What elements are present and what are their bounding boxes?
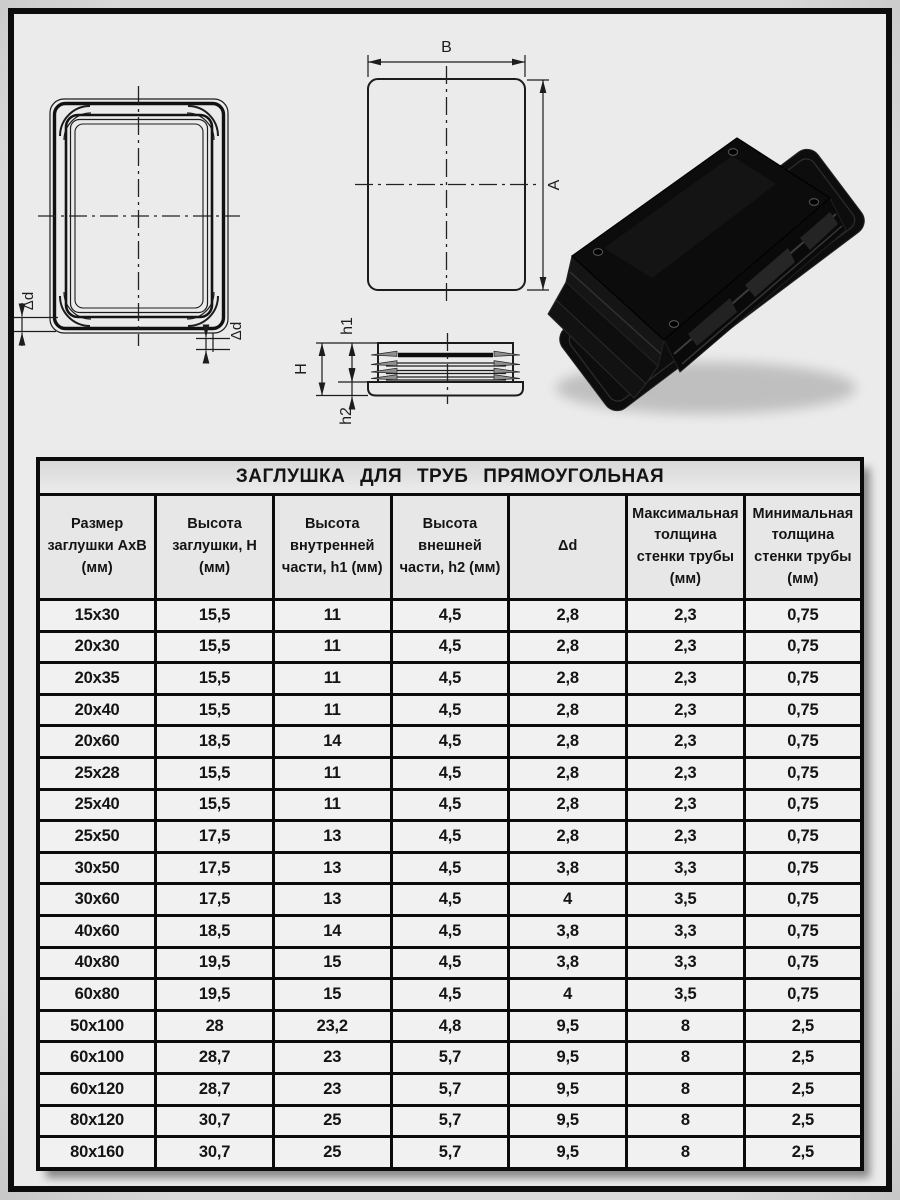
size-cell: 80x120	[38, 1105, 156, 1137]
value-cell: 4,5	[391, 757, 509, 789]
size-cell: 20x30	[38, 631, 156, 663]
value-cell: 13	[273, 821, 391, 853]
table-row	[38, 947, 862, 979]
value-cell: 5,7	[391, 1042, 509, 1074]
value-cell: 15,5	[156, 789, 274, 821]
value-cell: 0,75	[744, 757, 862, 789]
front-view-drawing	[14, 86, 245, 358]
value-cell: 0,75	[744, 726, 862, 758]
table-row	[38, 884, 862, 916]
value-cell: 2,8	[509, 726, 627, 758]
value-cell: 13	[273, 852, 391, 884]
page-frame	[8, 8, 892, 1192]
product-photo	[548, 138, 870, 416]
value-cell: 2,8	[509, 757, 627, 789]
value-cell: 2,8	[509, 663, 627, 695]
value-cell: 11	[273, 789, 391, 821]
value-cell: 4,5	[391, 852, 509, 884]
value-cell: 9,5	[509, 1105, 627, 1137]
table-row	[38, 1105, 862, 1137]
column-header-0: Размер заглушки АхВ (мм)	[38, 495, 156, 600]
value-cell: 2,5	[744, 1137, 862, 1169]
value-cell: 4,5	[391, 915, 509, 947]
value-cell: 4,5	[391, 979, 509, 1011]
value-cell: 2,3	[627, 789, 745, 821]
technical-drawings	[14, 14, 886, 450]
table-header-row	[38, 495, 862, 600]
value-cell: 4,5	[391, 821, 509, 853]
value-cell: 28,7	[156, 1073, 274, 1105]
value-cell: 2,5	[744, 1042, 862, 1074]
value-cell: 14	[273, 915, 391, 947]
b-dimension-label: B	[441, 39, 452, 56]
table-row	[38, 1010, 862, 1042]
table-body	[38, 600, 862, 1169]
table-title: ЗАГЛУШКА ДЛЯ ТРУБ ПРЯМОУГОЛЬНАЯ	[38, 459, 862, 495]
value-cell: 8	[627, 1137, 745, 1169]
value-cell: 2,8	[509, 631, 627, 663]
value-cell: 30,7	[156, 1105, 274, 1137]
value-cell: 28,7	[156, 1042, 274, 1074]
value-cell: 4,5	[391, 694, 509, 726]
value-cell: 5,7	[391, 1105, 509, 1137]
value-cell: 4,5	[391, 631, 509, 663]
value-cell: 11	[273, 631, 391, 663]
value-cell: 17,5	[156, 852, 274, 884]
value-cell: 2,3	[627, 663, 745, 695]
h2-dimension-label: h2	[338, 407, 355, 425]
spec-table-container	[36, 457, 864, 1171]
column-header-5: Максимальная толщина стенки трубы (мм)	[627, 495, 745, 600]
value-cell: 0,75	[744, 789, 862, 821]
value-cell: 17,5	[156, 884, 274, 916]
value-cell: 25	[273, 1137, 391, 1169]
value-cell: 8	[627, 1042, 745, 1074]
value-cell: 9,5	[509, 1073, 627, 1105]
side-view-drawing	[293, 317, 523, 425]
value-cell: 2,3	[627, 631, 745, 663]
value-cell: 3,8	[509, 947, 627, 979]
value-cell: 11	[273, 694, 391, 726]
value-cell: 0,75	[744, 663, 862, 695]
value-cell: 15	[273, 947, 391, 979]
table-row	[38, 663, 862, 695]
table-row	[38, 757, 862, 789]
table-row	[38, 915, 862, 947]
value-cell: 4,8	[391, 1010, 509, 1042]
column-header-3: Высота внешней части, h2 (мм)	[391, 495, 509, 600]
value-cell: 0,75	[744, 884, 862, 916]
h-dimension-label: H	[293, 363, 310, 375]
value-cell: 18,5	[156, 915, 274, 947]
value-cell: 25	[273, 1105, 391, 1137]
value-cell: 15,5	[156, 663, 274, 695]
value-cell: 0,75	[744, 600, 862, 632]
value-cell: 11	[273, 600, 391, 632]
value-cell: 17,5	[156, 821, 274, 853]
size-cell: 40x80	[38, 947, 156, 979]
size-cell: 20x40	[38, 694, 156, 726]
value-cell: 0,75	[744, 694, 862, 726]
value-cell: 14	[273, 726, 391, 758]
delta-d-left-label: Δd	[20, 291, 37, 311]
size-cell: 50x100	[38, 1010, 156, 1042]
size-cell: 30x60	[38, 884, 156, 916]
column-header-1: Высота заглушки, Н (мм)	[156, 495, 274, 600]
dimension-delta-d-left	[14, 292, 58, 346]
value-cell: 0,75	[744, 947, 862, 979]
value-cell: 4	[509, 979, 627, 1011]
value-cell: 19,5	[156, 979, 274, 1011]
table-row	[38, 1073, 862, 1105]
value-cell: 2,3	[627, 694, 745, 726]
value-cell: 2,3	[627, 821, 745, 853]
value-cell: 30,7	[156, 1137, 274, 1169]
value-cell: 4,5	[391, 884, 509, 916]
size-cell: 20x60	[38, 726, 156, 758]
value-cell: 4,5	[391, 789, 509, 821]
table-row	[38, 821, 862, 853]
value-cell: 3,8	[509, 852, 627, 884]
value-cell: 2,8	[509, 821, 627, 853]
value-cell: 4	[509, 884, 627, 916]
value-cell: 8	[627, 1105, 745, 1137]
table-row	[38, 600, 862, 632]
value-cell: 15,5	[156, 757, 274, 789]
value-cell: 13	[273, 884, 391, 916]
size-cell: 30x50	[38, 852, 156, 884]
column-header-2: Высота внутренней части, h1 (мм)	[273, 495, 391, 600]
table-row	[38, 1042, 862, 1074]
size-cell: 80x160	[38, 1137, 156, 1169]
value-cell: 0,75	[744, 979, 862, 1011]
size-cell: 15x30	[38, 600, 156, 632]
size-cell: 60x120	[38, 1073, 156, 1105]
value-cell: 4,5	[391, 600, 509, 632]
delta-d-right-label: Δd	[228, 321, 245, 341]
value-cell: 19,5	[156, 947, 274, 979]
size-cell: 25x50	[38, 821, 156, 853]
value-cell: 4,5	[391, 726, 509, 758]
column-header-6: Минимальная толщина стенки трубы (мм)	[744, 495, 862, 600]
value-cell: 2,5	[744, 1073, 862, 1105]
value-cell: 18,5	[156, 726, 274, 758]
value-cell: 2,8	[509, 789, 627, 821]
value-cell: 2,5	[744, 1010, 862, 1042]
table-row	[38, 979, 862, 1011]
value-cell: 15	[273, 979, 391, 1011]
dimension-a	[527, 80, 563, 290]
value-cell: 2,8	[509, 600, 627, 632]
value-cell: 23	[273, 1073, 391, 1105]
table-row	[38, 1137, 862, 1169]
value-cell: 2,3	[627, 757, 745, 789]
value-cell: 4,5	[391, 663, 509, 695]
top-view-drawing	[355, 39, 563, 303]
value-cell: 23	[273, 1042, 391, 1074]
value-cell: 2,5	[744, 1105, 862, 1137]
dimension-h2	[338, 373, 355, 425]
value-cell: 0,75	[744, 821, 862, 853]
size-cell: 25x28	[38, 757, 156, 789]
value-cell: 15,5	[156, 631, 274, 663]
value-cell: 4,5	[391, 947, 509, 979]
table-title-row	[38, 459, 862, 495]
table-row	[38, 852, 862, 884]
dimension-h1	[339, 317, 356, 382]
value-cell: 0,75	[744, 852, 862, 884]
value-cell: 3,3	[627, 915, 745, 947]
value-cell: 5,7	[391, 1073, 509, 1105]
value-cell: 9,5	[509, 1010, 627, 1042]
value-cell: 2,3	[627, 726, 745, 758]
value-cell: 3,3	[627, 947, 745, 979]
value-cell: 3,3	[627, 852, 745, 884]
value-cell: 3,5	[627, 884, 745, 916]
table-row	[38, 789, 862, 821]
value-cell: 0,75	[744, 915, 862, 947]
value-cell: 15,5	[156, 600, 274, 632]
size-cell: 60x80	[38, 979, 156, 1011]
size-cell: 60x100	[38, 1042, 156, 1074]
value-cell: 15,5	[156, 694, 274, 726]
spec-table	[36, 457, 864, 1171]
table-row	[38, 726, 862, 758]
value-cell: 2,8	[509, 694, 627, 726]
value-cell: 2,3	[627, 600, 745, 632]
value-cell: 0,75	[744, 631, 862, 663]
value-cell: 28	[156, 1010, 274, 1042]
table-row	[38, 631, 862, 663]
size-cell: 25x40	[38, 789, 156, 821]
value-cell: 3,8	[509, 915, 627, 947]
value-cell: 8	[627, 1073, 745, 1105]
value-cell: 3,5	[627, 979, 745, 1011]
value-cell: 11	[273, 663, 391, 695]
h1-dimension-label: h1	[339, 317, 356, 335]
a-dimension-label: A	[546, 179, 563, 191]
size-cell: 40x60	[38, 915, 156, 947]
value-cell: 9,5	[509, 1137, 627, 1169]
value-cell: 11	[273, 757, 391, 789]
value-cell: 8	[627, 1010, 745, 1042]
column-header-4: Δd	[509, 495, 627, 600]
value-cell: 5,7	[391, 1137, 509, 1169]
value-cell: 9,5	[509, 1042, 627, 1074]
size-cell: 20x35	[38, 663, 156, 695]
table-row	[38, 694, 862, 726]
dimension-h	[293, 343, 322, 396]
value-cell: 23,2	[273, 1010, 391, 1042]
